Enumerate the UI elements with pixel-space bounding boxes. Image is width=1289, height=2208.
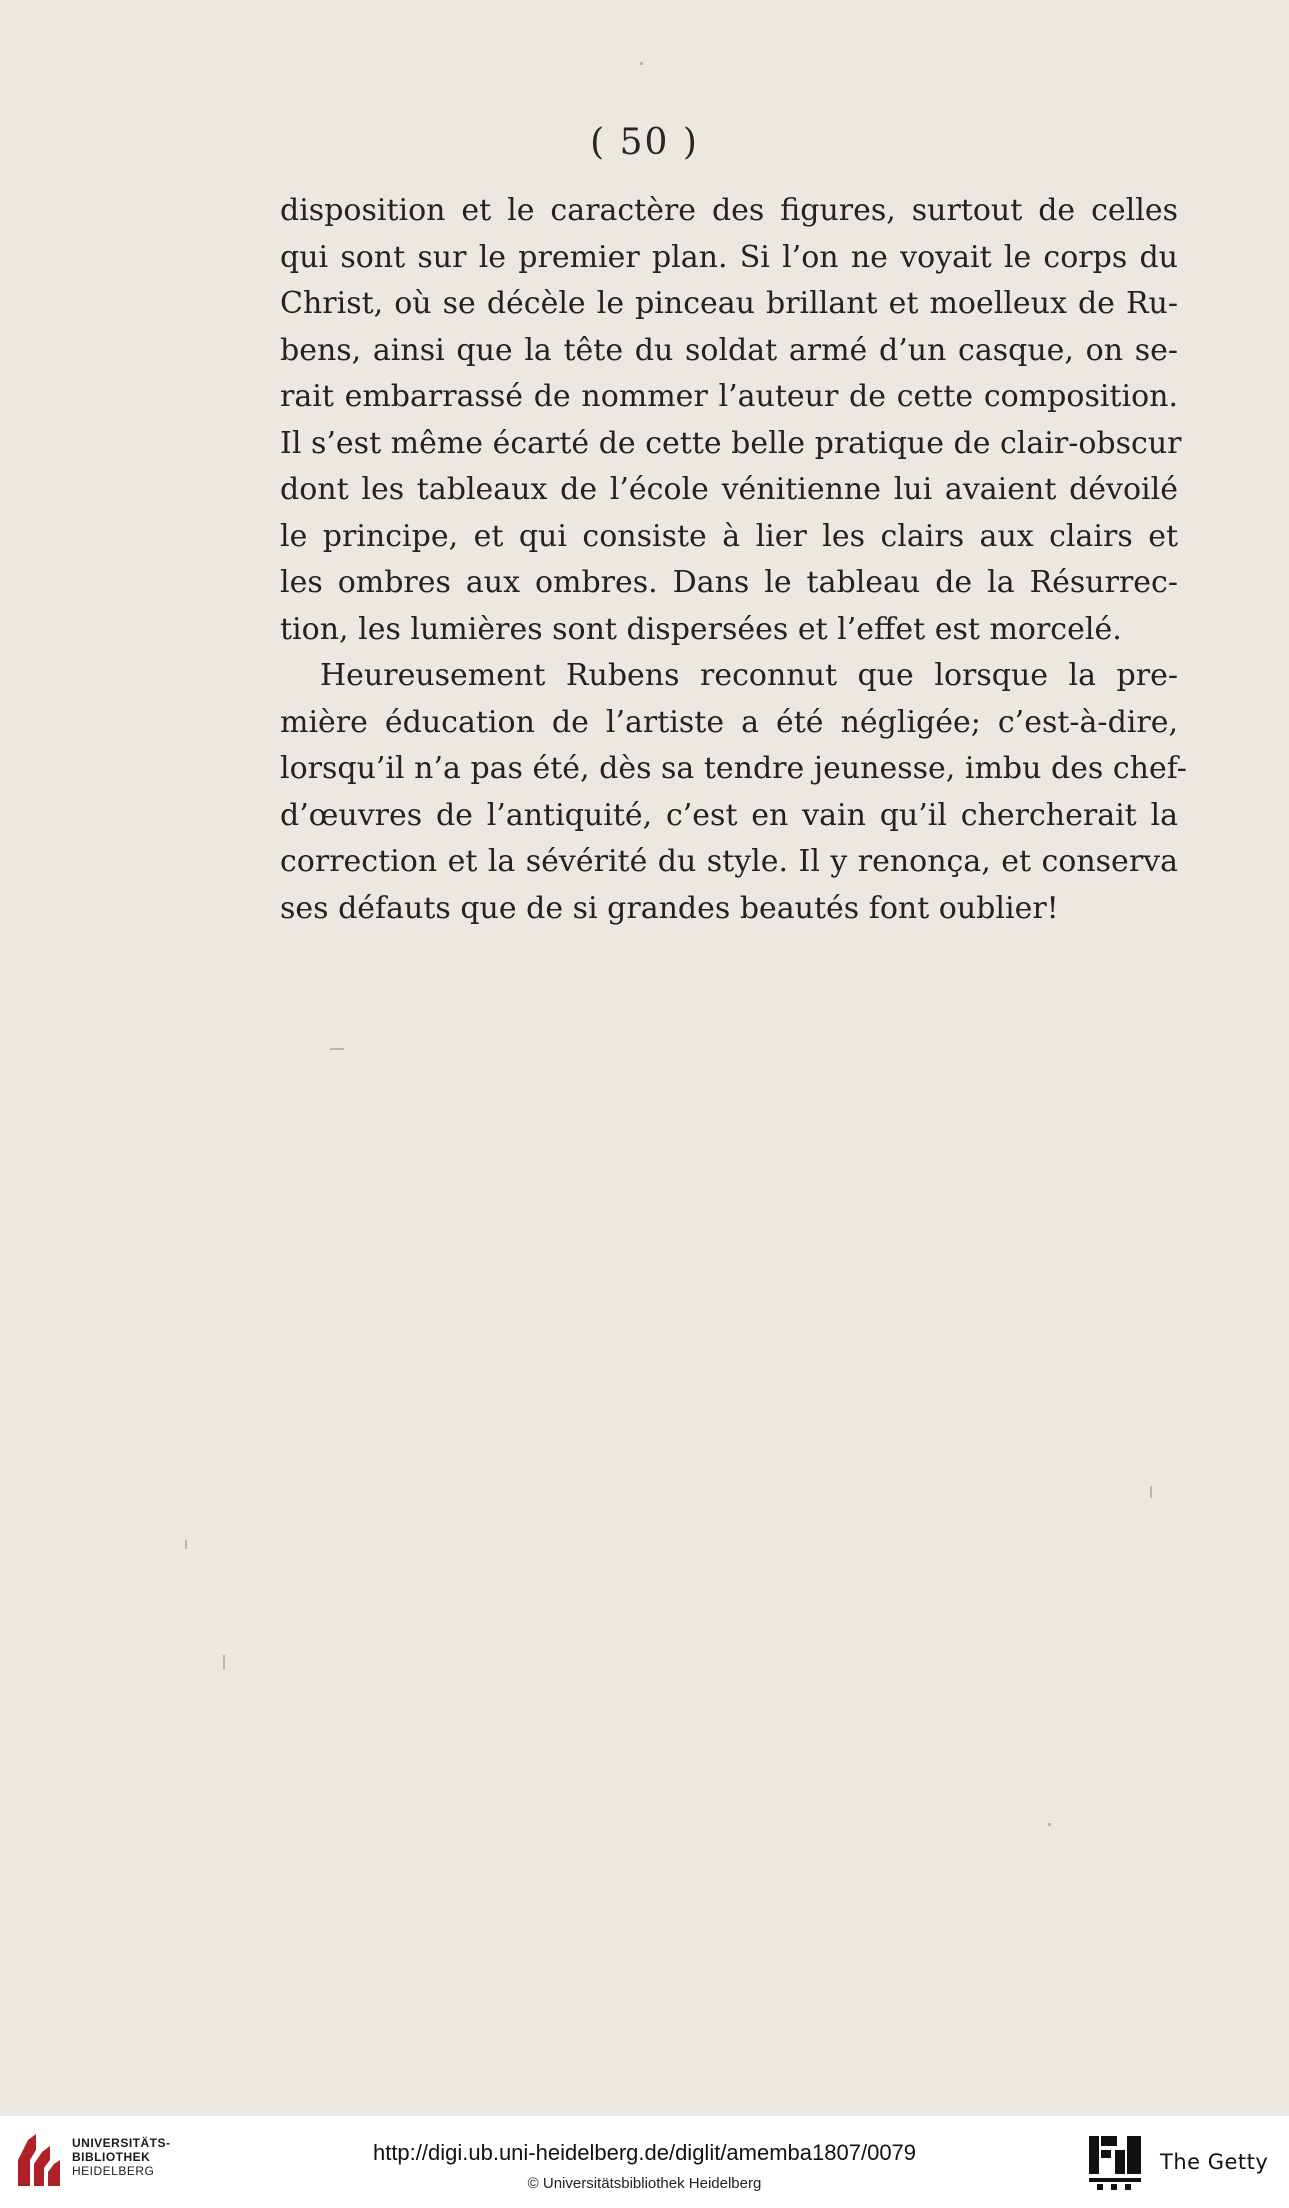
sponsor-name: The Getty [1160,2150,1269,2174]
text-line: correction et la sévérité du style. Il y renonça, et conserva [280,844,1178,879]
text-line: qui sont sur le premier plan. Si l’on ne voyait le corps du [280,239,1178,275]
text-line: mière éducation de l’artiste a été négligée; c’est-à-dire, [280,704,1178,740]
footer-bar [0,2116,1289,2208]
paragraph-2 [280,653,1187,932]
copyright-notice: © Universitätsbibliothek Heidelberg [527,2175,762,2192]
paper-speck [1048,1823,1051,1826]
text-line: d’œuvres de l’antiquité, c’est en vain qu’il chercherait la [280,797,1178,833]
page-number: ( 50 ) [590,122,699,163]
text-line: bens, ainsi que la tête du soldat armé d’un casque, on se- [280,332,1178,368]
text-line: rait embarrassé de nommer l’auteur de cette composition. [280,379,1178,414]
library-name-line: UNIVERSITÄTS- [72,2136,171,2150]
library-name-line: BIBLIOTHEK [72,2150,151,2164]
permalink-url[interactable]: http://digi.ub.uni-heidelberg.de/diglit/amemba1807/0079 [372,2140,917,2165]
text-line: Il s’est même écarté de cette belle pratique de clair-obscur [280,425,1182,461]
text-line: ses défauts que de si grandes beautés font oublier! [280,890,1059,926]
text-line: les ombres aux ombres. Dans le tableau de la Résurrec- [280,565,1178,600]
paper-speck [640,62,643,65]
paper-speck [330,1048,344,1050]
text-line: le principe, et qui consiste à lier les clairs aux clairs et [280,518,1178,554]
text-line: disposition et le caractère des figures, surtout de celles [280,193,1178,228]
text-line: tion, les lumières sont dispersées et l’effet est morcelé. [280,611,1122,647]
paper-speck [1150,1486,1152,1498]
paragraph-1 [280,188,1182,653]
paper-speck [185,1540,187,1549]
text-line: Heureusement Rubens reconnut que lorsque la pre- [320,658,1178,693]
body-text [280,188,1187,932]
getty-logo-icon [1087,2134,1143,2192]
text-line: lorsqu’il n’a pas été, dès sa tendre jeunesse, imbu des chef- [280,751,1187,786]
paper-speck [223,1655,225,1669]
library-name-line: HEIDELBERG [72,2164,155,2178]
text-line: Christ, où se décèle le pinceau brillant et moelleux de Ru- [280,286,1178,321]
text-line: dont les tableaux de l’école vénitienne lui avaient dévoilé [280,472,1178,507]
